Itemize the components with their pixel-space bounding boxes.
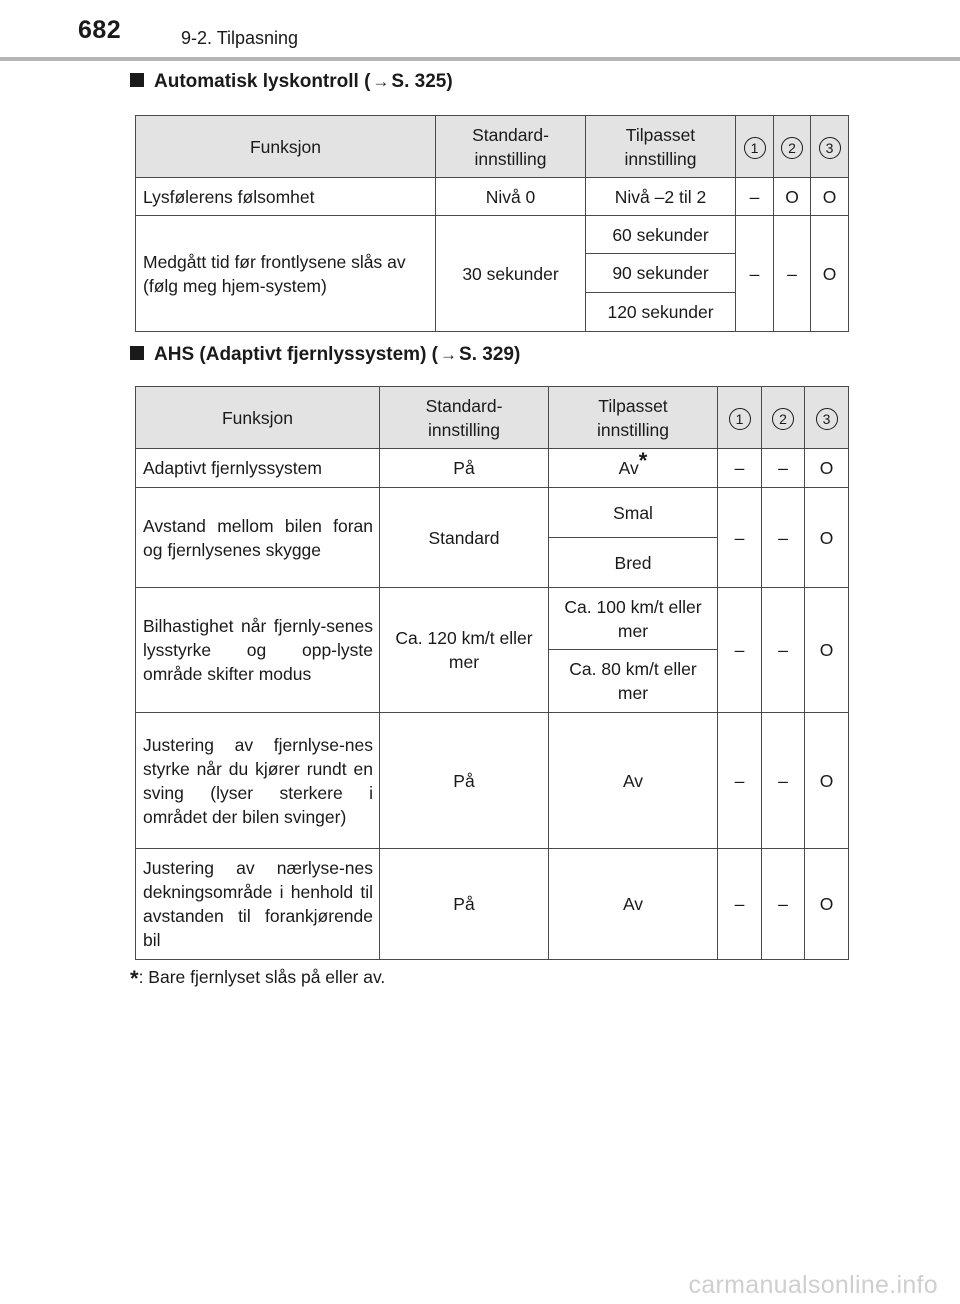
cell-default: 30 sekunder xyxy=(436,216,586,332)
cell-c1: – xyxy=(718,588,762,713)
section-heading-auto-light xyxy=(130,71,453,93)
cell-default: På xyxy=(380,849,549,960)
header-custom: Tilpasset innstilling xyxy=(586,116,736,178)
cell-c2: – xyxy=(762,849,805,960)
cell-default: Nivå 0 xyxy=(436,178,586,216)
section-title: AHS (Adaptivt fjernlyssystem) ( xyxy=(154,344,439,365)
cell-function: Adaptivt fjernlyssystem xyxy=(136,449,380,488)
cell-function: Bilhastighet når fjernly-senes lysstyrke og opp-lyste område skifter modus xyxy=(136,588,380,713)
header-custom: Tilpasset innstilling xyxy=(549,387,718,449)
cell-function: Justering av nærlyse-nes dekningsområde i henhold til avstanden til forankjørende bil xyxy=(136,849,380,960)
table-row xyxy=(136,713,849,849)
cell-c3: O xyxy=(805,449,849,488)
cell-default: På xyxy=(380,713,549,849)
table-row xyxy=(136,849,849,960)
square-bullet-icon xyxy=(130,73,144,87)
cell-c3: O xyxy=(805,488,849,588)
circled-number-3-icon: 3 xyxy=(816,408,838,430)
cell-c1: – xyxy=(718,488,762,588)
cell-c3: O xyxy=(805,588,849,713)
table-header-row xyxy=(136,116,849,178)
footnote-asterisk: * xyxy=(130,966,139,991)
cell-custom: Nivå –2 til 2 xyxy=(586,178,736,216)
cell-function: Lysfølerens følsomhet xyxy=(136,178,436,216)
cell-custom: Av xyxy=(549,849,718,960)
cell-c3: O xyxy=(811,216,849,332)
cell-custom: 90 sekunder xyxy=(586,254,736,293)
header-col-3 xyxy=(805,387,849,449)
header-function: Funksjon xyxy=(136,116,436,178)
header-rule xyxy=(0,57,960,61)
table-row xyxy=(136,449,849,488)
header-col-1 xyxy=(736,116,774,178)
page-reference: S. 325) xyxy=(391,71,453,92)
page-reference: S. 329) xyxy=(459,344,521,365)
header-col-2 xyxy=(762,387,805,449)
cell-c1: – xyxy=(718,713,762,849)
table-row xyxy=(136,216,849,254)
circled-number-2-icon: 2 xyxy=(781,137,803,159)
header-col-3 xyxy=(811,116,849,178)
cell-c2: – xyxy=(762,488,805,588)
section-title: Automatisk lyskontroll ( xyxy=(154,71,371,92)
table-row xyxy=(136,178,849,216)
cell-c2: – xyxy=(774,216,811,332)
cell-c1: – xyxy=(736,178,774,216)
watermark: carmanualsonline.info xyxy=(688,1271,938,1299)
header-default: Standard- innstilling xyxy=(380,387,549,449)
header-col-1 xyxy=(718,387,762,449)
cell-c3: O xyxy=(811,178,849,216)
section-heading-ahs xyxy=(130,344,520,366)
cell-custom: Av xyxy=(549,713,718,849)
cell-custom: Ca. 80 km/t eller mer xyxy=(549,650,718,713)
cell-c2: O xyxy=(774,178,811,216)
cell-c3: O xyxy=(805,713,849,849)
arrow-icon: → xyxy=(372,72,390,91)
circled-number-1-icon: 1 xyxy=(744,137,766,159)
chapter-title: 9-2. Tilpasning xyxy=(181,28,299,48)
table-header-row xyxy=(136,387,849,449)
cell-custom: 60 sekunder xyxy=(586,216,736,254)
footnote xyxy=(130,966,385,992)
page-number: 682 xyxy=(78,16,122,44)
cell-custom: 120 sekunder xyxy=(586,293,736,332)
auto-light-table xyxy=(135,115,849,332)
cell-c1: – xyxy=(718,449,762,488)
header-col-2 xyxy=(774,116,811,178)
cell-c2: – xyxy=(762,449,805,488)
asterisk-mark: * xyxy=(638,448,648,473)
table-row xyxy=(136,488,849,538)
cell-function: Medgått tid før frontlysene slås av (følg meg hjem-system) xyxy=(136,216,436,332)
arrow-icon: → xyxy=(440,345,458,364)
footnote-text: : Bare fjernlyset slås på eller av. xyxy=(138,967,386,987)
cell-custom: Smal xyxy=(549,488,718,538)
header-function: Funksjon xyxy=(136,387,380,449)
cell-default: På xyxy=(380,449,549,488)
cell-c3: O xyxy=(805,849,849,960)
ahs-table xyxy=(135,386,849,960)
cell-default: Ca. 120 km/t eller mer xyxy=(380,588,549,713)
cell-c2: – xyxy=(762,713,805,849)
cell-custom: Ca. 100 km/t eller mer xyxy=(549,588,718,650)
cell-default: Standard xyxy=(380,488,549,588)
cell-c1: – xyxy=(736,216,774,332)
circled-number-2-icon: 2 xyxy=(772,408,794,430)
square-bullet-icon xyxy=(130,346,144,360)
cell-custom: Bred xyxy=(549,538,718,588)
header-default: Standard- innstilling xyxy=(436,116,586,178)
cell-function: Avstand mellom bilen foran og fjernlysenes skygge xyxy=(136,488,380,588)
cell-function: Justering av fjernlyse-nes styrke når du kjører rundt en sving (lyser sterkere i området der bilen svinger) xyxy=(136,713,380,849)
circled-number-1-icon: 1 xyxy=(729,408,751,430)
table-row xyxy=(136,588,849,650)
circled-number-3-icon: 3 xyxy=(819,137,841,159)
cell-c1: – xyxy=(718,849,762,960)
cell-custom xyxy=(549,449,718,488)
cell-custom-value: Av xyxy=(618,458,639,478)
cell-c2: – xyxy=(762,588,805,713)
